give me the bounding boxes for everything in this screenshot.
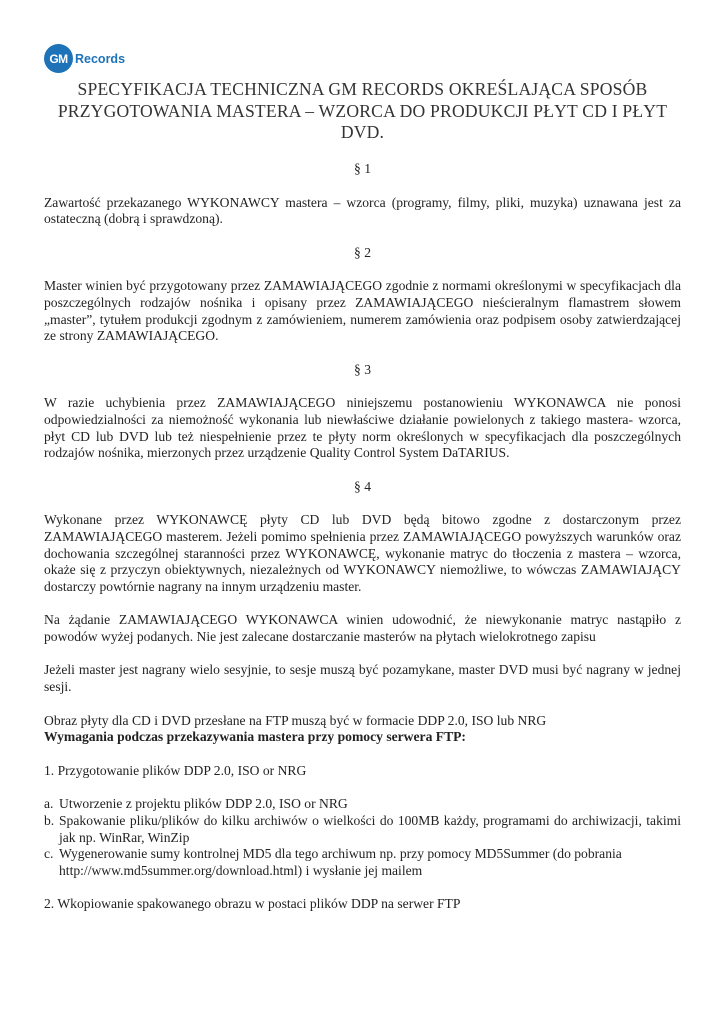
gm-records-logo <box>44 44 125 73</box>
section-3-sign: § 3 <box>354 361 371 377</box>
list-marker: a. <box>44 796 54 812</box>
document-title: SPECYFIKACJA TECHNICZNA GM RECORDS OKREŚLAJĄCA SPOSÓB PRZYGOTOWANIA MASTERA – WZORCA DO PRODUKCJI PŁYT CD I PŁYT DVD. <box>57 79 668 142</box>
ftp-requirements-heading: Wymagania podczas przekazywania mastera przy pomocy serwera FTP: <box>44 729 466 745</box>
section-1-sign: § 1 <box>354 161 371 176</box>
section-3-text: W razie uchybienia przez ZAMAWIAJĄCEGO niniejszemu postanowieniu WYKONAWCA nie ponosi odpowiedzialności za niemożność wykonania lub niewłaściwe działanie powielonych z takiego mastera- wzorca, płyt CD lub DVD lub też niespełnienie przez te płyty norm określonych w specyfikacjach dla poszczególnych rodzajów nośnika, mierzonych przez urządzenie Quality Control System DaTARIUS. <box>44 395 681 461</box>
step-2: 2. Wkopiowanie spakowanego obrazu w postaci plików DDP na serwer FTP <box>44 896 461 912</box>
list-item <box>44 846 681 879</box>
section-1-text: Zawartość przekazanego WYKONAWCY mastera – wzorca (programy, filmy, pliki, muzyka) uznawana jest za ostateczną (dobrą i sprawdzoną). <box>44 194 681 227</box>
list-marker: b. <box>44 813 55 829</box>
section-2-sign: § 2 <box>354 244 371 260</box>
logo-name: Records <box>75 51 126 66</box>
section-4-text: Wykonane przez WYKONAWCĘ płyty CD lub DVD będą bitowo zgodne z dostarczonym przez ZAMAWIAJĄCEGO masterem. Jeżeli pomimo spełnienia przez ZAMAWIAJĄCEGO powyższych warunków oraz dochowania szczególnej staranności przez WYKONAWCĘ, wykonanie matryc do tłoczenia z mastera – wzorca, okaże się z przyczyn obiektywnych, niezależnych od WYKONAWCY niemożliwe, to wówczas ZAMAWIAJĄCY dostarczy powtórnie nagrany na innym urządzeniu master. <box>44 512 681 594</box>
document-body <box>44 161 681 913</box>
list-text: Wygenerowanie sumy kontrolnej MD5 dla tego archiwum np. przy pomocy MD5Summer (do pobrania http://www.md5summer.org/download.html) i wysłanie jej mailem <box>59 846 622 878</box>
list-item <box>44 796 681 813</box>
list-marker: c. <box>44 846 54 862</box>
ftp-format-paragraph: Obraz płyty dla CD i DVD przesłane na FTP muszą być w formacie DDP 2.0, ISO lub NRG <box>44 712 547 728</box>
section-2-text: Master winien być przygotowany przez ZAMAWIAJĄCEGO zgodnie z normami określonymi w specyfikacjach dla poszczególnych rodzajów nośnika i opisany przez ZAMAWIAJĄCEGO nieścieralnym flamastrem słowem „master”, tytułem produkcji zgodnym z zamówieniem, numerem zamówienia oraz podpisem osoby zatwierdzającej ze strony ZAMAWIAJĄCEGO. <box>44 278 681 344</box>
request-paragraph: Na żądanie ZAMAWIAJĄCEGO WYKONAWCA winien udowodnić, że niewykonanie matryc nastąpiło z powodów wyżej podanych. Nie jest zalecane dostarczanie masterów na płytach wielokrotnego zapisu <box>44 612 681 644</box>
list-item <box>44 813 681 846</box>
logo-badge: GM <box>44 44 73 73</box>
list-text: Spakowanie pliku/plików do kilku archiwów o wielkości do 100MB każdy, programami do archiwizacji, takimi jak np. WinRar, WinZip <box>59 813 681 845</box>
substeps-list <box>44 796 681 879</box>
list-text: Utworzenie z projektu plików DDP 2.0, ISO or NRG <box>59 796 348 812</box>
session-paragraph: Jeżeli master jest nagrany wielo sesyjnie, to sesje muszą być pozamykane, master DVD musi być nagrany w jednej sesji. <box>44 662 681 695</box>
step-1: 1. Przygotowanie plików DDP 2.0, ISO or NRG <box>44 762 307 778</box>
section-4-sign: § 4 <box>354 478 371 494</box>
